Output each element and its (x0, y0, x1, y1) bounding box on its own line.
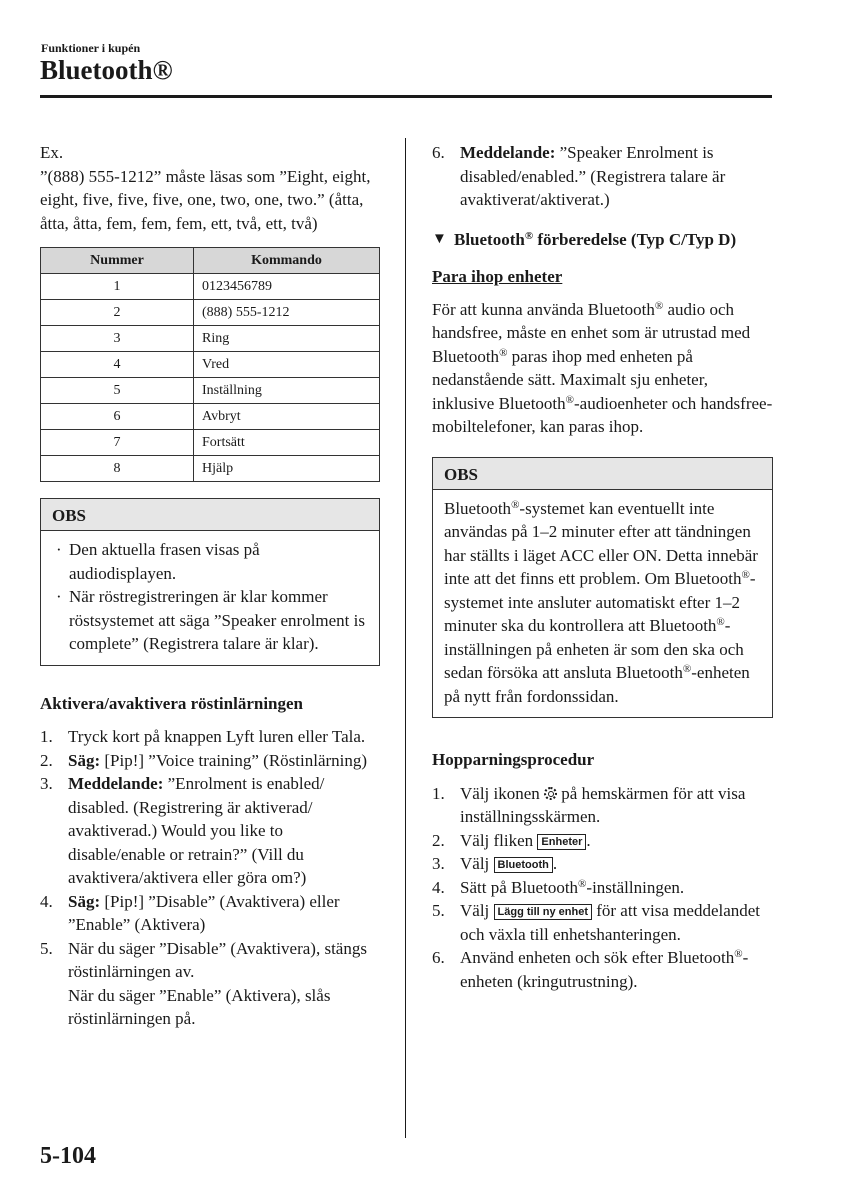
step-text: När du säger ”Enable” (Aktivera), slås röstinlärningen på. (68, 985, 331, 1028)
obs-note-box (40, 498, 380, 666)
list-item: 2. Välj fliken Enheter . (432, 829, 773, 853)
table-cell-number: 4 (41, 352, 194, 378)
bullet-dot: · (56, 540, 62, 559)
list-item: 6. Använd enheten och sök efter Bluetooth®-enheten (kringutrustning). (432, 948, 749, 991)
registered-mark: ® (565, 393, 574, 406)
registered-mark: ® (524, 229, 534, 242)
table-cell-command: Inställning (194, 378, 380, 404)
list-item (40, 749, 380, 773)
step-number: 6. (432, 948, 445, 967)
page-title: Bluetooth® (40, 55, 173, 85)
registered-mark: ® (511, 498, 520, 511)
table-cell-number: 5 (41, 378, 194, 404)
list-item: 5. Välj Lägg till ny enhet för att visa meddelandet och växla till enhetshanteringen. (432, 901, 761, 944)
step-text: ”Enrolment is enabled/ disabled. (Registrering är aktiverad/ avaktiverad.) Would you like to disable/enable or retrain?” (Vill du avaktivera/aktivera eller göra om?) (68, 774, 325, 887)
procedure-steps (432, 782, 773, 994)
step-label: Säg: (68, 891, 101, 911)
list-item (40, 725, 380, 749)
section-kicker: Funktioner i kupén (41, 41, 141, 55)
column-divider (405, 138, 406, 1138)
step-number: 1. (432, 783, 445, 803)
step-number: 3. (40, 774, 53, 793)
step-text: ”Speaker Enrolment is disabled/enabled.” (Registrera talare är avaktiverat/aktiverat.) (460, 143, 726, 209)
table-row (41, 430, 380, 456)
step-number: 3. (432, 854, 445, 873)
example-text: ”(888) 555-1212” måste läsas som ”Eight, eight, eight, five, five, five, one, two, one, two.” (åtta, åtta, åtta, fem, fem, fem, ett, två, ett, två) (40, 166, 371, 233)
bullet-dot: · (56, 587, 62, 606)
settings-gear-icon (544, 787, 557, 800)
list-item (40, 890, 380, 937)
table-cell-command: Avbryt (194, 404, 380, 430)
add-new-device-chip: Lägg till ny enhet (494, 904, 592, 920)
step-text: När du säger ”Disable” (Avaktivera), stängs röstinlärningen av. (68, 938, 367, 981)
obs-note-title: OBS (41, 499, 379, 531)
table-row (41, 456, 380, 482)
step-label: Säg: (68, 750, 101, 770)
step-number: 5. (40, 938, 53, 958)
left-column (40, 141, 380, 1031)
obs-bullet-text: Den aktuella frasen visas på audiodisplayen. (69, 540, 260, 583)
table-row (41, 274, 380, 300)
devices-tab-chip: Enheter (537, 834, 586, 850)
table-row (41, 404, 380, 430)
table-header-command: Kommando (194, 248, 380, 274)
obs-note-text: Bluetooth®-systemet kan eventuellt inte användas på 1–2 minuter efter att tändningen har ställts i läget ACC eller ON. Detta innebär inte att det finns ett problem. Om Bluetooth®-systemet inte ansluter automatiskt efter 1–2 minuter ska du kontrollera att Bluetooth®-inställningen på enheten är som den ska och sedan försöka att ansluta Bluetooth®-enheten på nytt från fordonssidan. (444, 498, 758, 706)
table-cell-number: 7 (41, 430, 194, 456)
pair-paragraph: För att kunna använda Bluetooth® audio och handsfree, måste en enhet som är utrustad med Bluetooth® paras ihop med enheten på nedanstående sätt. Maximalt sju enheter, inklusive Bluetooth®-audioenheter och handsfree-mobiltelefoner, kan paras ihop. (432, 299, 773, 436)
step-number: 4. (432, 877, 445, 897)
obs-bullet-text: När röstregistreringen är klar kommer röstsystemet att säga ”Speaker enrolment is complete” (Registrera talare är klar). (69, 587, 365, 653)
list-item (40, 937, 380, 1031)
table-row (41, 326, 380, 352)
table-cell-command: Vred (194, 352, 380, 378)
continued-steps (432, 141, 773, 212)
registered-mark: ® (716, 616, 725, 628)
table-row (41, 352, 380, 378)
table-cell-command: Ring (194, 326, 380, 352)
obs-note-body (41, 531, 379, 665)
table-cell-command: 0123456789 (194, 274, 380, 300)
step-text: [Pip!] ”Voice training” (Röstinlärning) (100, 750, 368, 770)
table-header-number: Nummer (41, 248, 194, 274)
table-cell-number: 1 (41, 274, 194, 300)
list-item (40, 772, 380, 890)
number-command-table (40, 247, 380, 482)
step-label: Meddelande: (460, 143, 556, 162)
step-number: 2. (40, 750, 53, 770)
registered-mark: ® (578, 877, 587, 890)
step-number: 1. (40, 727, 53, 746)
activate-steps (40, 725, 380, 1031)
example-label: Ex. (40, 143, 64, 162)
bluetooth-chip: Bluetooth (494, 857, 553, 873)
step-text: Tryck kort på knappen Lyft luren eller Tala. (68, 727, 366, 746)
table-row (41, 378, 380, 404)
step-number: 2. (432, 830, 445, 850)
prep-heading: ▼ Bluetooth® förberedelse (Typ C/Typ D) (432, 228, 773, 252)
obs-note-body (433, 490, 772, 718)
pair-heading: Para ihop enheter (432, 267, 563, 286)
table-cell-number: 8 (41, 456, 194, 482)
triangle-marker-icon: ▼ (432, 230, 447, 247)
table-cell-number: 3 (41, 326, 194, 352)
table-header-row (41, 248, 380, 274)
page-number: 5-104 (40, 1143, 96, 1169)
list-item: 1. Välj ikonen på hemskärmen för att visa inställningsskärmen. (432, 783, 746, 826)
registered-mark: ® (741, 569, 750, 581)
procedure-heading: Hopparningsprocedur (432, 750, 595, 769)
right-column (432, 141, 773, 993)
step-text: [Pip!] ”Disable” (Avaktivera) eller ”Enable” (Aktivera) (68, 891, 340, 934)
list-item (52, 538, 368, 585)
registered-mark: ® (654, 299, 664, 312)
table-cell-command: Fortsätt (194, 430, 380, 456)
obs-bullet-list (52, 538, 368, 656)
step-number: 6. (432, 143, 445, 162)
table-cell-command: (888) 555-1212 (194, 300, 380, 326)
registered-mark: ® (734, 948, 743, 960)
step-number: 5. (432, 901, 445, 920)
table-cell-command: Hjälp (194, 456, 380, 482)
title-rule (40, 95, 772, 98)
obs-note-title: OBS (433, 458, 772, 490)
list-item (52, 585, 368, 656)
list-item: 3. Välj Bluetooth . (432, 852, 773, 876)
registered-mark: ® (499, 346, 508, 359)
step-label: Meddelande: (68, 774, 164, 793)
table-cell-number: 6 (41, 404, 194, 430)
step-number: 4. (40, 891, 53, 911)
obs-note-box (432, 457, 773, 719)
table-row (41, 300, 380, 326)
list-item (432, 141, 773, 212)
table-cell-number: 2 (41, 300, 194, 326)
registered-mark: ® (682, 663, 692, 675)
list-item: 4. Sätt på Bluetooth®-inställningen. (432, 876, 773, 900)
activate-heading: Aktivera/avaktivera röstinlärningen (40, 693, 304, 713)
